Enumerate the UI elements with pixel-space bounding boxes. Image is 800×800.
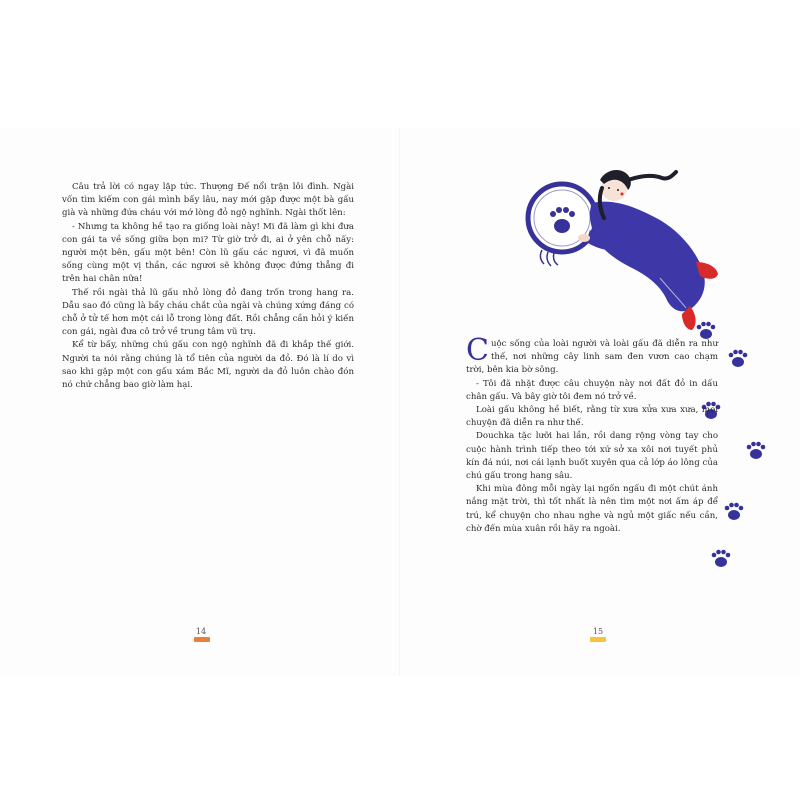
right-paragraph-2: - Tôi đã nhặt được câu chuyện này nơi đất đỏ in dấu chân gấu. Và bây giờ tôi đem nó trở về. [466, 378, 718, 402]
bear-paw-icon [710, 548, 732, 570]
page-marker-orange [194, 637, 210, 642]
page-marker-yellow [590, 637, 606, 642]
left-paragraph-4: Kể từ bấy, những chú gấu con ngộ nghĩnh đã đi khắp thế giới. Người ta nói rằng chúng là tổ tiên của người da đỏ. Đó là lí do vì sao khi gặp một con gấu xám Bắc Mĩ, người da đỏ luôn chào đón nó chứ chẳng bao giờ làm hại. [62, 340, 354, 391]
drum-illustration [528, 184, 596, 266]
bear-paw-icon [727, 348, 749, 370]
left-paragraph-2: - Nhưng ta không hề tạo ra giống loài này! Mi đã làm gì khi đưa con gái ta về sống giữa bọn mi? Từ giờ trở đi, ai ở yên chỗ nấy: người một bên, gấu một bên! Còn lũ gấu các ngươi, vì đã muốn sống cùng một vị thần, các ngươi sẽ không được đứng thẳng đi trên hai chân nữa! [62, 221, 354, 285]
page-number-left: 14 [195, 627, 207, 636]
right-paragraph-1: Cuộc sống của loài người và loài gấu đã diễn ra như thế, nơi những cây linh sam đen vươn cao chạm trời, bên kia bờ sông. [466, 333, 718, 376]
right-paragraph-5: Khi mùa đông mỗi ngày lại ngốn ngấu đi một chút ánh nắng mặt trời, thì tốt nhất là nên tìm một nơi ấm áp để trú, kể chuyện cho nhau nghe và ngủ một giấc nếu cần, chờ đến mùa xuân rồi hãy ra ngoài. [466, 484, 718, 534]
left-page-text [62, 181, 354, 392]
page-right [400, 128, 800, 676]
page-number-right: 15 [592, 627, 604, 636]
bear-paw-icon [745, 440, 767, 462]
book-spread [0, 128, 800, 676]
left-paragraph-1: Câu trả lời có ngay lập tức. Thượng Đế nổi trận lôi đình. Ngài vốn tìm kiếm con gái mình bấy lâu, nay mới gặp được một bà gấu già và những đứa cháu với mớ lòng đỏ ngộ nghĩnh. Ngài thốt lên: [62, 182, 354, 219]
bear-paw-icon [723, 501, 745, 523]
right-paragraph-4: Douchka tặc lưỡi hai lần, rồi dang rộng vòng tay cho cuộc hành trình tiếp theo tới xứ sở xa xôi nơi tuyết phủ kín đá núi, nơi cái lạnh buốt xuyên qua cả lớp áo lông của chú gấu trong hang sâu. [466, 431, 718, 482]
dropcap-letter: C [466, 333, 489, 368]
right-page-text [466, 333, 718, 536]
left-paragraph-3: Thế rồi ngài thả lũ gấu nhỏ lòng đỏ đang trốn trong hang ra. Dẫu sao đó cũng là bầy cháu chắt của ngài và chúng xứng đáng có chỗ ở tử tế hơn một cái lỗ trong lòng đất. Rồi chẳng cần hỏi ý kiến con gái, ngài đưa cô trở về trung tâm vũ trụ. [62, 287, 354, 338]
page-left [0, 128, 400, 676]
right-paragraph-3: Loài gấu không hề biết, rằng từ xưa xửa xưa xưa, mọi chuyện đã diễn ra như thế. [466, 405, 718, 429]
